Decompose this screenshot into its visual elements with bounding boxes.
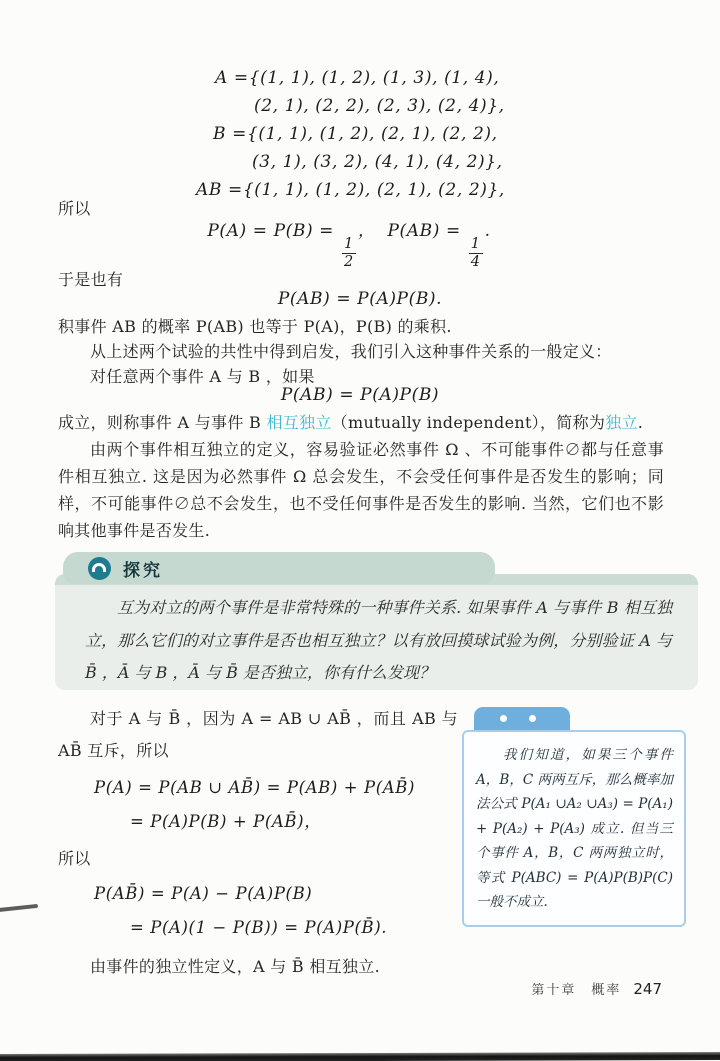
text-suoyi-2: 所以 xyxy=(58,849,91,868)
term-independent: 独立 xyxy=(605,413,638,432)
derivation-conclusion: 由事件的独立性定义，A 与 B̄ 相互独立. xyxy=(90,957,380,976)
equation-pab-result: P(AB) = P(A)P(B). xyxy=(277,289,443,309)
text-yushi: 于是也有 xyxy=(58,270,124,289)
explore-icon xyxy=(88,557,111,580)
explore-question-text: 互为对立的两个事件是非常特殊的一种事件关系. 如果事件 A 与事件 B 相互独立，那么它们的对立事件是否也相互独立？以有放回摸球试验为例，分别验证 A 与 B̄ ，Ā 与 B ，Ā 与 B̄ 是否独立，你有什么发现？ xyxy=(85,598,672,682)
definition-pre: 成立，则称事件 A 与事件 B xyxy=(58,413,267,432)
note-box-tab xyxy=(474,707,570,730)
page-footer xyxy=(531,979,662,998)
para-sure-impossible-events: 由两个事件相互独立的定义，容易验证必然事件 Ω 、不可能事件∅都与任意事件相互独立. 这是因为必然事件 Ω 总会发生，不会受任何事件是否发生的影响；同样，不可能事件∅总不会发生，也不受任何事件是否发生的影响. 当然，它们也不影响其他事件是否发生. xyxy=(58,440,664,540)
equation-set-a-line1: A ={(1, 1), (1, 2), (1, 3), (1, 4), xyxy=(215,68,500,88)
explore-tab-label: 探究 xyxy=(123,560,163,581)
margin-note-box xyxy=(462,707,686,927)
photo-artifact-bottom-edge xyxy=(0,1052,720,1061)
derivation-section xyxy=(58,703,458,983)
note-tab-dot-left xyxy=(500,715,507,722)
equation-set-b-line1: B ={(1, 1), (1, 2), (2, 1), (2, 2), xyxy=(213,124,498,144)
term-mutually-independent: 相互独立 xyxy=(266,413,332,432)
definition-post: . xyxy=(637,413,644,432)
derivation-eq1: P(A) = P(AB ∪ AB̄) = P(AB) + P(AB̄) xyxy=(94,778,416,797)
footer-chapter-label: 第十章 概率 xyxy=(531,983,622,998)
equation-set-ab: AB ={(1, 1), (1, 2), (2, 1), (2, 2)}, xyxy=(196,180,505,200)
derivation-intro: 对于 A 与 B̄ ，因为 A = AB ∪ AB̄ ，而且 AB 与 AB̄ 互斥，所以 xyxy=(58,709,458,760)
equation-set-b-line2: (3, 1), (3, 2), (4, 1), (4, 2)}, xyxy=(252,152,503,172)
derivation-eq2: = P(A)P(B) + P(AB̄)， xyxy=(130,812,322,831)
equation-probability-values xyxy=(58,216,662,270)
para-for-any-events: 对任意两个事件 A 与 B ，如果 xyxy=(90,367,315,386)
note-box-text: 我们知道，如果三个事件 A，B，C 两两互斥，那么概率加法公式 P(A₁ ∪A₂ ∪A₃) = P(A₁) + P(A₂) + P(A₃) 成立. 但当三个事件 A，B，C 两两独立时，等式 P(ABC) = P(A)P(B)P(C) 一般不成立. xyxy=(462,730,686,927)
explore-box-tab xyxy=(63,552,495,584)
para-product-event: 积事件 AB 的概率 P(AB) 也等于 P(A)，P(B) 的乘积. xyxy=(58,317,452,336)
text-suoyi-1: 所以 xyxy=(58,199,91,218)
definition-mid: （mutually independent），简称为 xyxy=(331,413,606,432)
equation-independence-definition: P(AB) = P(A)P(B) xyxy=(280,385,440,405)
fraction-one-half: $\frac{1}{2}$ xyxy=(344,236,354,270)
explore-box xyxy=(55,552,698,690)
note-tab-dot-right xyxy=(529,715,536,722)
derivation-eq4: = P(A)(1 − P(B)) = P(A)P(B̄). xyxy=(130,918,388,937)
set-equations-block xyxy=(58,64,662,204)
footer-page-number: 247 xyxy=(633,980,662,998)
para-inspiration: 从上述两个试验的共性中得到启发，我们引入这种事件关系的一般定义： xyxy=(90,342,612,361)
photo-artifact-left-dash xyxy=(0,904,38,912)
equation-set-a-line2: (2, 1), (2, 2), (2, 3), (2, 4)}, xyxy=(254,96,505,116)
eq-values-post: . xyxy=(484,221,491,241)
eq-values-mid: ， P(AB) = xyxy=(357,221,467,241)
para-definition xyxy=(58,410,678,435)
fraction-one-quarter: $\frac{1}{4}$ xyxy=(470,236,481,270)
eq-values-pre: P(A) = P(B) = xyxy=(207,221,341,241)
derivation-eq3: P(AB̄) = P(A) − P(A)P(B) xyxy=(94,884,313,903)
